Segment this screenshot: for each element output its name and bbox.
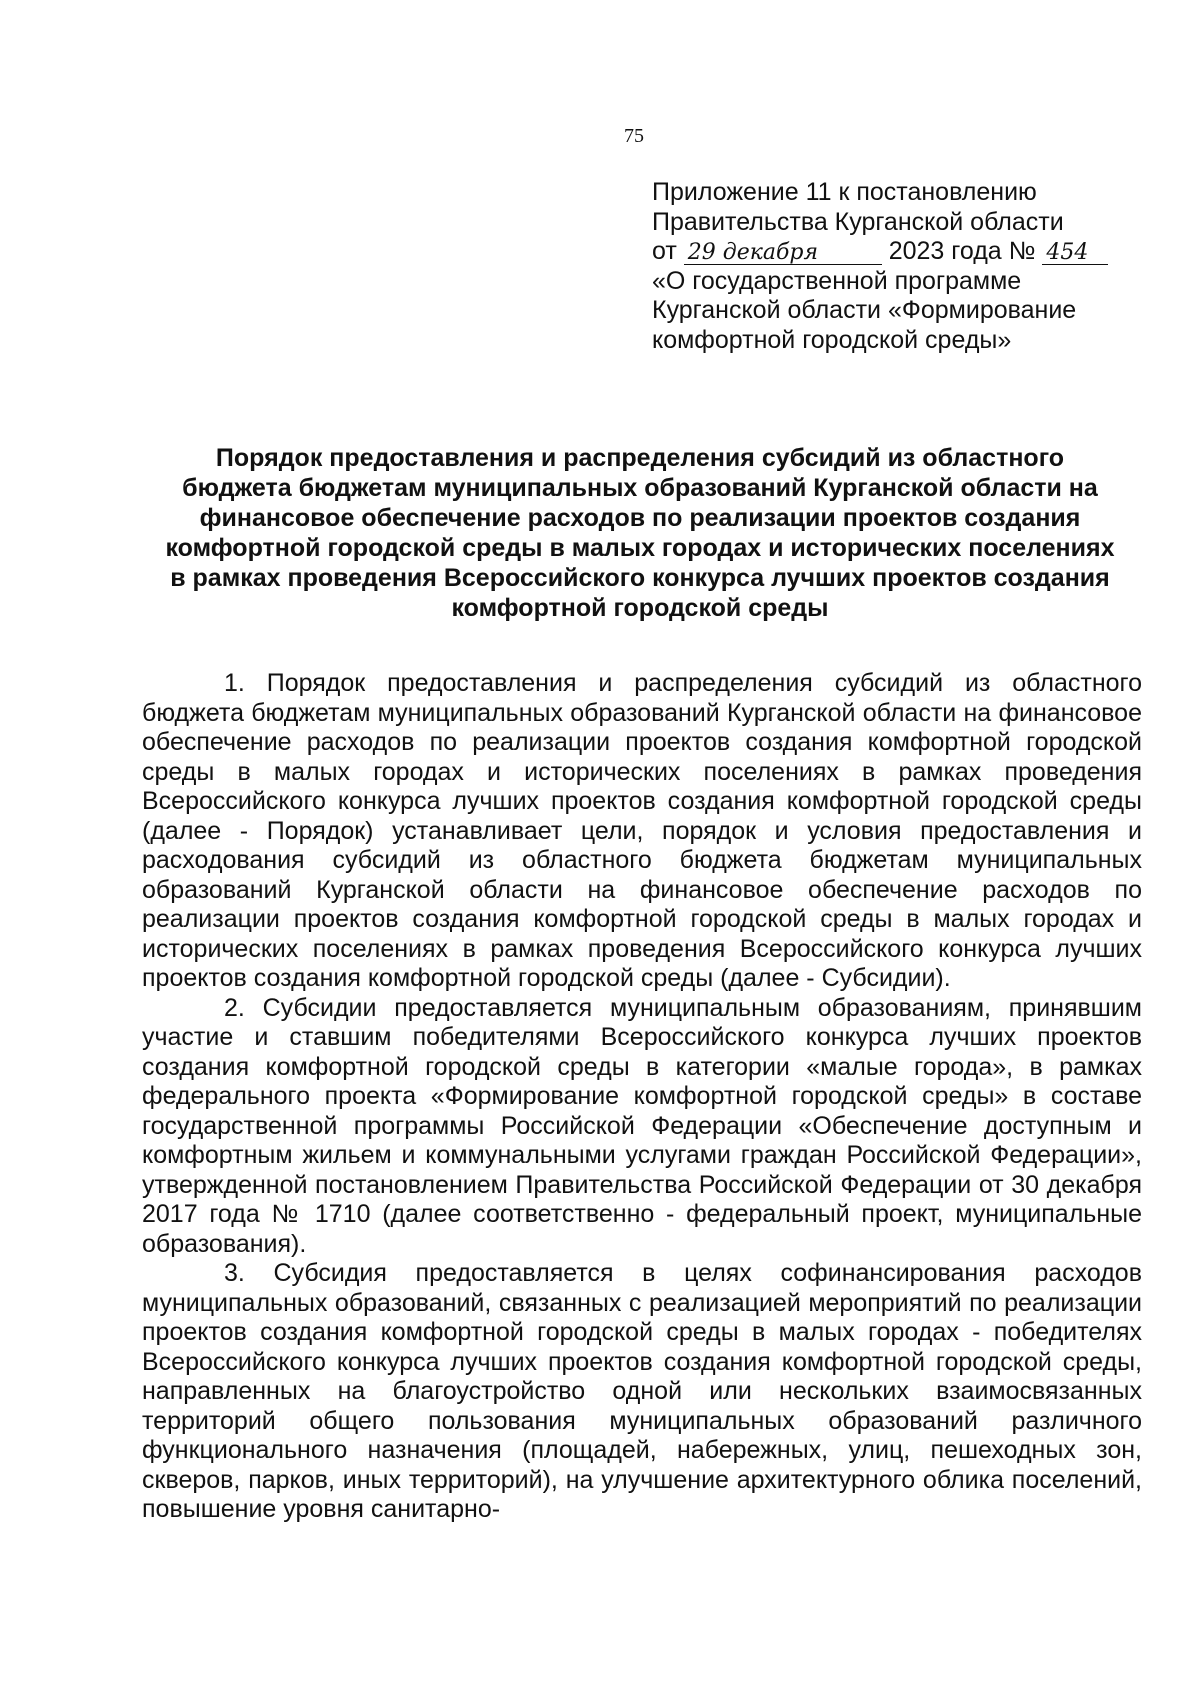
page-number: 75 <box>624 125 644 147</box>
title-line: комфортной городской среды <box>451 594 829 622</box>
appendix-line: Курганской области «Формирование <box>652 296 1077 324</box>
paragraph-2: 2. Субсидии предоставляется муниципальным образованиям, принявшим участие и ставшим победителями Всероссийского конкурса лучших проектов создания комфортной городской среды в категории «малые города», в рамках федерального проекта «Формирование комфортной городской среды» в составе государственной программы Российской Федерации «Обеспечение доступным и комфортным жильем и коммунальными услугами граждан Российской Федерации», утвержденной постановлением Правительства Российской Федерации от 30 декабря 2017 года № 1710 (далее соответственно - федеральный проект, муниципальные образования). <box>142 993 1142 1258</box>
title-line: бюджета бюджетам муниципальных образований Курганской области на <box>182 474 1098 502</box>
paragraph-3: 3. Субсидия предоставляется в целях софинансирования расходов муниципальных образований, связанных с реализацией мероприятий по реализации проектов создания комфортной городской среды в малых городах - победителях Всероссийского конкурса лучших проектов создания комфортной городской среды, направленных на благоустройство одной или нескольких взаимосвязанных территорий общего пользования муниципальных образований различного функционального назначения (площадей, набережных, улиц, пешеходных зон, скверов, парков, иных территорий), на улучшение архитектурного облика поселений, повышение уровня санитарно- <box>142 1259 1142 1523</box>
appendix-year-label: 2023 года № <box>888 237 1036 265</box>
document-body <box>142 669 1142 1525</box>
handwritten-date: 29 декабря <box>684 242 882 265</box>
title-line: финансовое обеспечение расходов по реализации проектов создания <box>199 504 1081 532</box>
appendix-line: «О государственной программе <box>652 266 1022 295</box>
appendix-from-label: от <box>652 237 677 265</box>
title-line: комфортной городской среды в малых городах и исторических поселениях <box>165 534 1115 562</box>
title-line: Порядок предоставления и распределения субсидий из областного <box>215 444 1065 472</box>
appendix-line: Приложение 11 к постановлению <box>652 178 1037 206</box>
handwritten-number: 454 <box>1042 242 1108 265</box>
title-line: в рамках проведения Всероссийского конкурса лучших проектов создания <box>170 564 1110 592</box>
paragraph-1: 1. Порядок предоставления и распределения субсидий из областного бюджета бюджетам муниципальных образований Курганской области на финансовое обеспечение расходов по реализации проектов создания комфортной городской среды в малых городах и исторических поселениях в рамках проведения Всероссийского конкурса лучших проектов создания комфортной городской среды (далее - Порядок) устанавливает цели, порядок и условия предоставления и расходования субсидий из областного бюджета бюджетам муниципальных образований Курганской области на финансовое обеспечение расходов по реализации проектов создания комфортной городской среды в малых городах и исторических поселениях в рамках проведения Всероссийского конкурса лучших проектов создания комфортной городской среды (далее - Субсидии). <box>142 669 1142 992</box>
document-title <box>120 443 1160 623</box>
appendix-date-line <box>652 237 1172 267</box>
appendix-header <box>652 178 1172 355</box>
appendix-line: комфортной городской среды» <box>652 325 1012 354</box>
appendix-line: Правительства Курганской области <box>652 207 1064 236</box>
